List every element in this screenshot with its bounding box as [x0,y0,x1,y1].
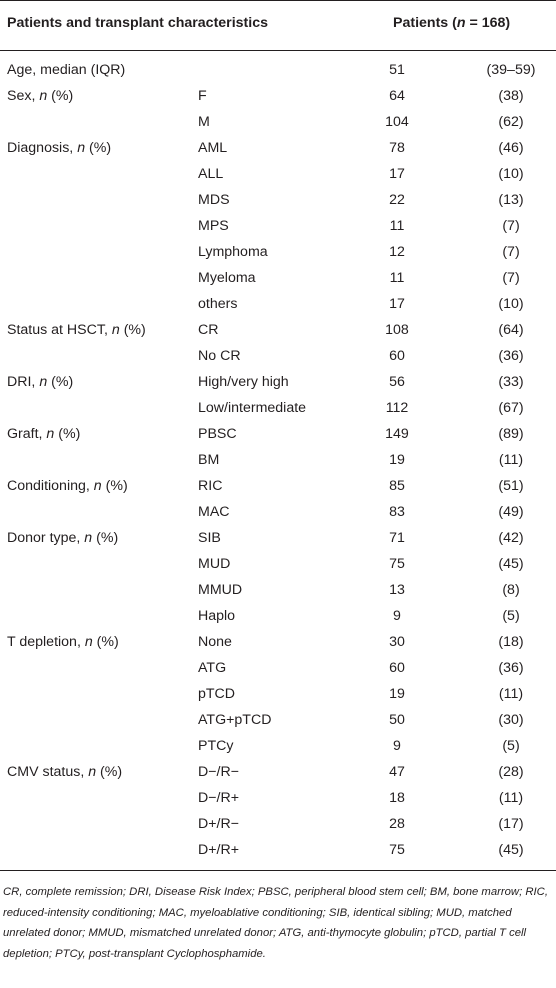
row-percent: (11) [498,686,524,702]
row-count: 47 [389,764,405,780]
row-count: 108 [385,322,409,338]
row-percent: (13) [498,192,524,208]
row-count: 71 [389,530,405,546]
row-count: 19 [389,686,405,702]
table-header [0,0,556,51]
row-category: DRI, n (%) [7,374,74,390]
row-count: 11 [389,218,405,234]
row-percent: (49) [498,504,524,520]
row-count: 51 [389,62,405,78]
row-subcategory: PTCy [198,738,234,754]
table-row [0,421,556,447]
table-row [0,655,556,681]
row-count: 149 [385,426,409,442]
table-row [0,707,556,733]
row-count: 104 [385,114,409,130]
row-percent: (7) [502,218,520,234]
row-subcategory: pTCD [198,686,236,702]
header-characteristics: Patients and transplant characteristics [7,15,268,31]
row-percent: (7) [502,270,520,286]
row-percent: (11) [498,790,524,806]
row-count: 50 [389,712,405,728]
row-percent: (39–59) [486,62,536,78]
table-row [0,187,556,213]
table-row [0,161,556,187]
row-category: Donor type, n (%) [7,530,119,546]
row-percent: (11) [498,452,524,468]
row-percent: (10) [498,166,524,182]
table-row [0,135,556,161]
row-subcategory: ALL [198,166,224,182]
row-count: 60 [389,348,405,364]
table-row [0,733,556,759]
row-category: Graft, n (%) [7,426,81,442]
row-percent: (18) [498,634,524,650]
row-category: Diagnosis, n (%) [7,140,112,156]
table-row [0,317,556,343]
row-subcategory: Low/intermediate [198,400,307,416]
row-percent: (36) [498,348,524,364]
row-percent: (62) [498,114,524,130]
row-count: 9 [393,738,401,754]
row-percent: (33) [498,374,524,390]
table-row [0,213,556,239]
row-count: 64 [389,88,405,104]
row-percent: (46) [498,140,524,156]
row-subcategory: SIB [198,530,221,546]
table-row [0,577,556,603]
table-row [0,759,556,785]
table-row [0,629,556,655]
row-subcategory: MPS [198,218,229,234]
table-footnote: CR, complete remission; DRI, Disease Risk Index; PBSC, peripheral blood stem cell; BM, bone marrow; RIC, reduced-intensity conditioning; MAC, myeloablative conditioning; SIB, identical sibling; MUD, matched unrelated donor; MMUD, mismatched unrelated donor; ATG, anti-thymocyte globulin; pTCD, partial T cell depletion; PTCy, post-transplant Cyclophosphamide. [3,886,548,960]
row-count: 18 [389,790,405,806]
row-percent: (7) [502,244,520,260]
row-subcategory: MDS [198,192,230,208]
row-subcategory: CR [198,322,219,338]
row-count: 60 [389,660,405,676]
row-count: 75 [389,556,405,572]
row-percent: (45) [498,842,524,858]
row-subcategory: BM [198,452,220,468]
table-row [0,473,556,499]
row-count: 30 [389,634,405,650]
row-count: 12 [389,244,405,260]
row-percent: (67) [498,400,524,416]
row-subcategory: others [198,296,238,312]
table-row [0,395,556,421]
table-row [0,603,556,629]
row-subcategory: D+/R+ [198,842,240,858]
row-subcategory: F [198,88,207,104]
row-percent: (8) [502,582,520,598]
row-count: 56 [389,374,405,390]
row-subcategory: M [198,114,210,130]
table-row [0,681,556,707]
table-row [0,109,556,135]
row-count: 83 [389,504,405,520]
row-subcategory: D+/R− [198,816,240,832]
table-row [0,57,556,83]
row-subcategory: D−/R+ [198,790,240,806]
row-subcategory: PBSC [198,426,237,442]
row-category: T depletion, n (%) [7,634,119,650]
row-subcategory: MAC [198,504,230,520]
row-count: 11 [389,270,405,286]
row-percent: (30) [498,712,524,728]
row-subcategory: RIC [198,478,223,494]
row-percent: (51) [498,478,524,494]
row-subcategory: Myeloma [198,270,256,286]
row-count: 75 [389,842,405,858]
row-count: 85 [389,478,405,494]
table-row [0,811,556,837]
row-subcategory: ATG [198,660,227,676]
row-percent: (5) [502,738,520,754]
row-count: 13 [389,582,405,598]
row-category: Sex, n (%) [7,88,74,104]
table-row [0,343,556,369]
table-row [0,291,556,317]
row-category: Status at HSCT, n (%) [7,322,146,338]
row-percent: (89) [498,426,524,442]
table-row [0,239,556,265]
row-subcategory: MMUD [198,582,243,598]
table-row [0,83,556,109]
table-row [0,499,556,525]
row-count: 19 [389,452,405,468]
row-count: 112 [385,400,409,416]
row-percent: (5) [502,608,520,624]
row-percent: (10) [498,296,524,312]
row-subcategory: High/very high [198,374,289,390]
row-subcategory: AML [198,140,228,156]
row-percent: (36) [498,660,524,676]
row-percent: (38) [498,88,524,104]
table-row [0,525,556,551]
header-patients: Patients (n = 168) [393,15,511,31]
row-percent: (28) [498,764,524,780]
row-count: 22 [389,192,405,208]
table-row [0,551,556,577]
row-category: Conditioning, n (%) [7,478,128,494]
row-subcategory: Haplo [198,608,236,624]
row-count: 28 [389,816,405,832]
row-category: CMV status, n (%) [7,764,123,780]
row-subcategory: None [198,634,232,650]
table-row [0,785,556,811]
table-body [0,51,556,863]
row-count: 9 [393,608,401,624]
row-percent: (64) [498,322,524,338]
row-subcategory: ATG+pTCD [198,712,272,728]
row-percent: (42) [498,530,524,546]
row-percent: (17) [498,816,524,832]
row-subcategory: MUD [198,556,231,572]
row-count: 17 [389,166,405,182]
row-subcategory: D−/R− [198,764,240,780]
row-subcategory: Lymphoma [198,244,268,260]
table-row [0,265,556,291]
table-row [0,447,556,473]
row-count: 17 [389,296,405,312]
table-row [0,369,556,395]
row-category: Age, median (IQR) [7,62,126,78]
row-subcategory: No CR [198,348,241,364]
table-row [0,837,556,863]
row-percent: (45) [498,556,524,572]
row-count: 78 [389,140,405,156]
